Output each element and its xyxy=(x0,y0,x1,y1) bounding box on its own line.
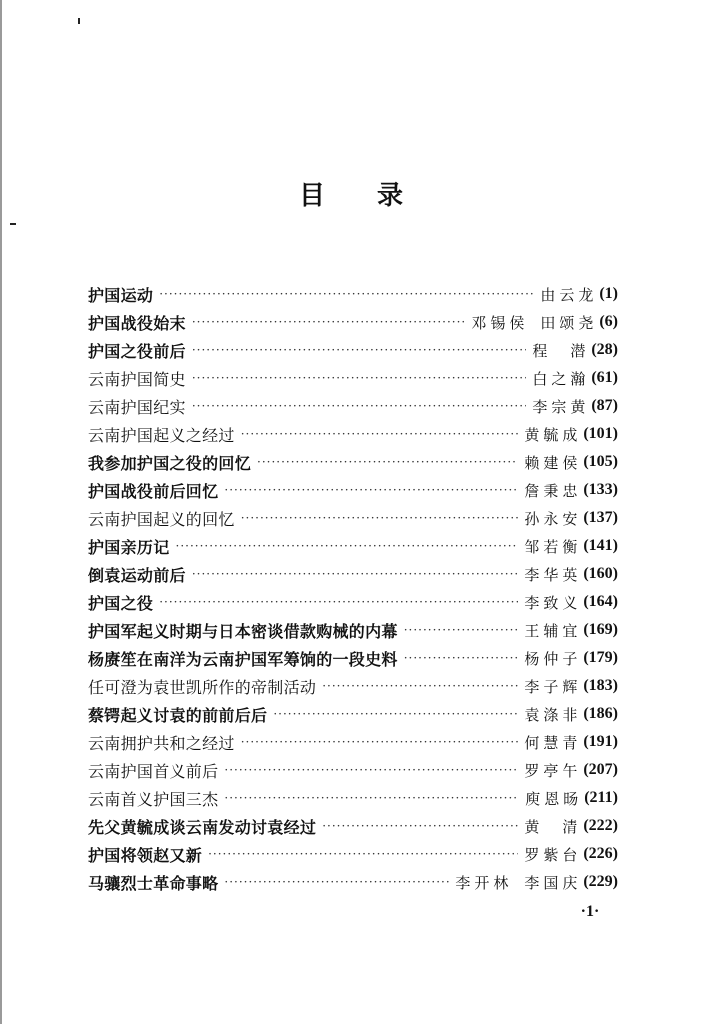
dot-leader xyxy=(224,868,449,896)
toc-entry[interactable] xyxy=(88,616,618,644)
toc-entry-title: 护国战役前后回忆 xyxy=(88,481,219,501)
toc-entry-page: (87) xyxy=(591,397,618,414)
toc-entry-title: 护国将领赵又新 xyxy=(88,845,203,865)
toc-entry[interactable] xyxy=(88,336,618,364)
dot-leader xyxy=(224,784,519,812)
toc-entry-page: (183) xyxy=(583,677,618,694)
toc-entry-page: (101) xyxy=(583,425,618,442)
page-title-char: 录 xyxy=(377,181,404,211)
toc-entry-title: 护国亲历记 xyxy=(88,537,170,557)
scan-edge xyxy=(0,0,2,1024)
toc-entry-title: 云南拥护共和之经过 xyxy=(88,733,235,753)
dot-leader xyxy=(273,700,518,728)
toc-entry[interactable] xyxy=(88,700,618,728)
toc-entry[interactable] xyxy=(88,868,618,896)
toc-entry-author: 李致义 xyxy=(524,593,582,612)
dot-leader xyxy=(159,280,534,308)
toc-entry-page: (6) xyxy=(599,313,618,330)
toc-entry[interactable] xyxy=(88,308,618,336)
dot-leader xyxy=(192,336,527,364)
toc-entry-author: 罗紫台 xyxy=(524,845,582,864)
toc-entry-author: 田颂尧 xyxy=(540,313,598,332)
dot-leader xyxy=(322,672,518,700)
toc-entry-author: 黄毓成 xyxy=(524,425,582,444)
toc-entry-author: 李宗黄 xyxy=(532,397,590,416)
toc-entry-author: 李华英 xyxy=(524,565,582,584)
toc-entry-title: 倒袁运动前后 xyxy=(88,565,186,585)
toc-entry[interactable] xyxy=(88,476,618,504)
toc-entry-title: 护国之役 xyxy=(88,593,154,613)
toc-entry-title: 护国战役始末 xyxy=(88,313,186,333)
toc-entry-author: 白之瀚 xyxy=(532,369,590,388)
toc-entry-title: 云南护国起义的回忆 xyxy=(88,509,235,529)
dot-leader xyxy=(176,532,519,560)
toc-entry[interactable] xyxy=(88,644,618,672)
toc-entry-author: 李开林 xyxy=(455,873,513,892)
toc-entry-page: (169) xyxy=(583,621,618,638)
toc-entry-title: 护国军起义时期与日本密谈借款购械的内幕 xyxy=(88,621,398,641)
toc-entry-page: (28) xyxy=(591,341,618,358)
dot-leader xyxy=(192,364,527,392)
toc-entry-author: 罗亭午 xyxy=(524,761,582,780)
toc-entry-title: 云南护国首义前后 xyxy=(88,761,219,781)
toc-entry-title: 云南首义护国三杰 xyxy=(88,789,219,809)
toc-entry-title: 护国运动 xyxy=(88,285,154,305)
dot-leader xyxy=(192,308,466,336)
dot-leader xyxy=(224,756,518,784)
toc-entry-page: (186) xyxy=(583,705,618,722)
toc-entry-author: 邓锡侯 xyxy=(471,313,529,332)
toc-entry-page: (226) xyxy=(583,845,618,862)
table-of-contents xyxy=(88,280,618,896)
toc-entry[interactable] xyxy=(88,840,618,868)
toc-entry-page: (179) xyxy=(583,649,618,666)
toc-entry[interactable] xyxy=(88,364,618,392)
toc-entry-author: 袁涤非 xyxy=(524,705,582,724)
toc-entry-title: 护国之役前后 xyxy=(88,341,186,361)
toc-entry-page: (229) xyxy=(583,873,618,890)
toc-entry[interactable] xyxy=(88,728,618,756)
toc-entry-page: (191) xyxy=(583,733,618,750)
toc-entry[interactable] xyxy=(88,784,618,812)
dot-leader xyxy=(208,840,518,868)
dot-leader xyxy=(192,392,527,420)
toc-entry[interactable] xyxy=(88,504,618,532)
toc-entry[interactable] xyxy=(88,812,618,840)
toc-entry[interactable] xyxy=(88,392,618,420)
dot-leader xyxy=(241,504,519,532)
toc-entry-title: 云南护国纪实 xyxy=(88,397,186,417)
toc-entry[interactable] xyxy=(88,560,618,588)
toc-entry-author: 何慧青 xyxy=(524,733,582,752)
page-title xyxy=(0,176,702,216)
toc-entry-author: 孙永安 xyxy=(524,509,582,528)
toc-entry[interactable] xyxy=(88,448,618,476)
toc-entry-author: 程 潜 xyxy=(532,341,590,360)
toc-entry-page: (211) xyxy=(584,789,618,806)
toc-entry-page: (141) xyxy=(583,537,618,554)
toc-entry-page: (1) xyxy=(599,285,618,302)
dot-leader xyxy=(192,560,519,588)
dot-leader xyxy=(159,588,518,616)
toc-entry-page: (133) xyxy=(583,481,618,498)
toc-entry-author: 由云龙 xyxy=(540,285,598,304)
toc-entry-author: 黄 清 xyxy=(524,817,582,836)
toc-entry-author: 李子辉 xyxy=(524,677,582,696)
toc-entry-page: (61) xyxy=(591,369,618,386)
toc-entry[interactable] xyxy=(88,588,618,616)
toc-entry-title: 我参加护国之役的回忆 xyxy=(88,453,252,473)
scan-speck xyxy=(78,18,80,24)
dot-leader xyxy=(241,728,519,756)
toc-entry-author: 邹若衡 xyxy=(524,537,582,556)
toc-entry-page: (164) xyxy=(583,593,618,610)
toc-entry[interactable] xyxy=(88,280,618,308)
toc-entry[interactable] xyxy=(88,756,618,784)
dot-leader xyxy=(241,420,519,448)
dot-leader xyxy=(224,476,518,504)
toc-entry-author: 庾恩旸 xyxy=(525,789,583,808)
toc-entry-page: (137) xyxy=(583,509,618,526)
page-number: ·1· xyxy=(580,903,600,920)
toc-entry[interactable] xyxy=(88,420,618,448)
dot-leader xyxy=(322,812,518,840)
toc-entry-page: (160) xyxy=(583,565,618,582)
toc-entry-author: 李国庆 xyxy=(524,873,582,892)
toc-entry[interactable] xyxy=(88,532,618,560)
toc-entry-title: 马骧烈士革命事略 xyxy=(88,873,219,893)
toc-entry-page: (105) xyxy=(583,453,618,470)
toc-entry-author: 杨仲子 xyxy=(524,649,582,668)
toc-entry-author: 赖建侯 xyxy=(524,453,582,472)
toc-entry-title: 任可澄为袁世凯所作的帝制活动 xyxy=(88,677,317,697)
toc-entry-title: 先父黄毓成谈云南发动讨袁经过 xyxy=(88,817,317,837)
dot-leader xyxy=(404,616,519,644)
toc-entry-author: 王辅宜 xyxy=(524,621,582,640)
toc-entry-title: 蔡锷起义讨袁的前前后后 xyxy=(88,705,268,725)
toc-entry-title: 云南护国起义之经过 xyxy=(88,425,235,445)
toc-entry-author: 詹秉忠 xyxy=(524,481,582,500)
toc-entry-title: 云南护国简史 xyxy=(88,369,186,389)
toc-entry-page: (207) xyxy=(583,761,618,778)
dot-leader xyxy=(257,448,518,476)
toc-entry[interactable] xyxy=(88,672,618,700)
toc-entry-page: (222) xyxy=(583,817,618,834)
page-title-char: 目 xyxy=(298,181,325,211)
toc-entry-title: 杨赓笙在南洋为云南护国军筹饷的一段史料 xyxy=(88,649,398,669)
scan-speck xyxy=(10,223,16,225)
dot-leader xyxy=(404,644,519,672)
